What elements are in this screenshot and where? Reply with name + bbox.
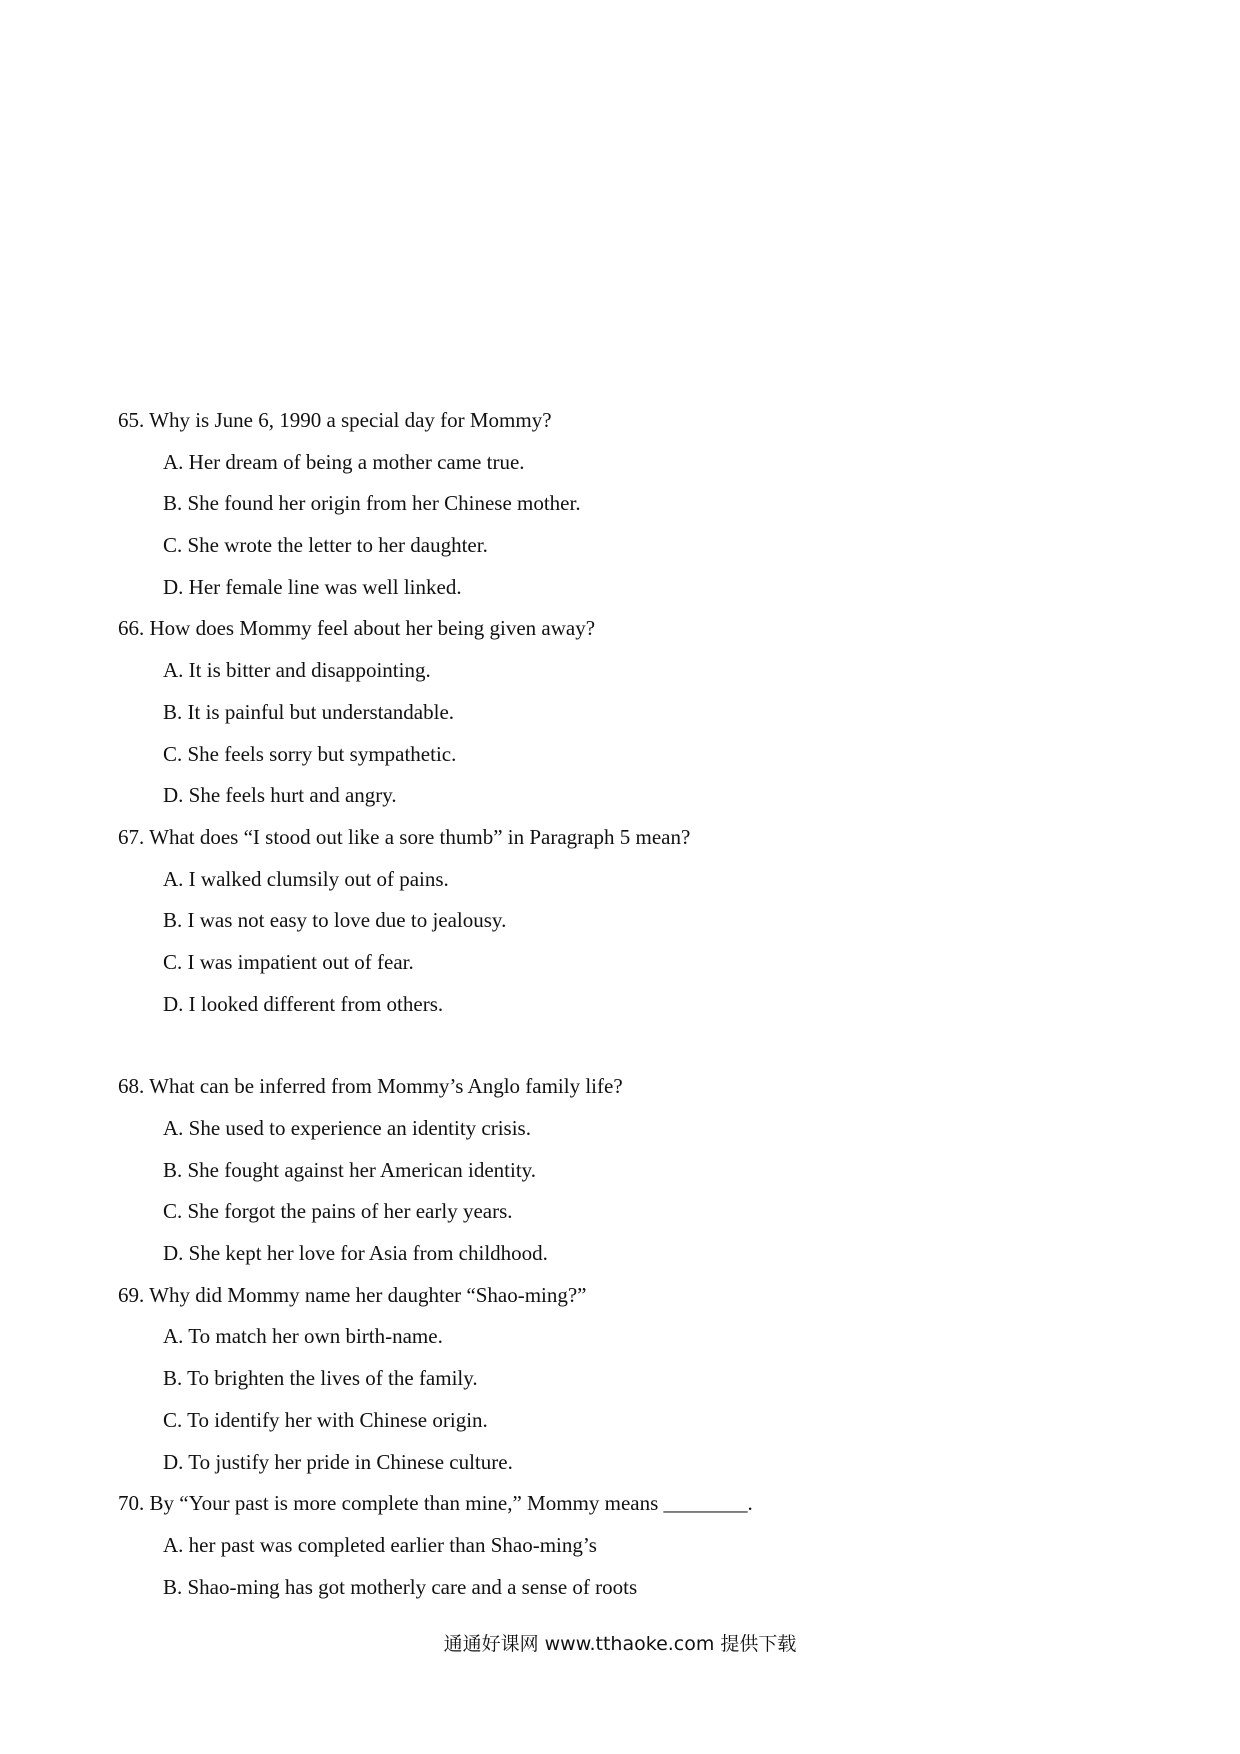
- option-a: A. Her dream of being a mother came true.: [163, 449, 525, 474]
- question-list: [118, 400, 1118, 1608]
- option-c: C. To identify her with Chinese origin.: [163, 1407, 488, 1432]
- option-a: A. her past was completed earlier than Shao-ming’s: [163, 1532, 597, 1557]
- question-68: [118, 1066, 1118, 1274]
- question-65: [118, 400, 1118, 608]
- question-66: [118, 608, 1118, 816]
- option-c: C. She forgot the pains of her early years.: [163, 1199, 513, 1224]
- option-b: B. To brighten the lives of the family.: [163, 1366, 478, 1391]
- option-c: C. She wrote the letter to her daughter.: [163, 533, 488, 558]
- question-stem: 70. By “Your past is more complete than mine,” Mommy means ________.: [118, 1491, 753, 1516]
- option-a: A. She used to experience an identity crisis.: [163, 1116, 531, 1140]
- option-b: B. It is painful but understandable.: [163, 699, 455, 724]
- option-d: D. She feels hurt and angry.: [163, 783, 397, 808]
- question-stem: 69. Why did Mommy name her daughter “Shao-ming?”: [118, 1282, 587, 1307]
- option-d: D. To justify her pride in Chinese culture.: [163, 1449, 513, 1474]
- option-b: B. I was not easy to love due to jealousy.: [163, 908, 507, 933]
- option-a: A. To match her own birth-name.: [163, 1324, 443, 1349]
- question-70: [118, 1483, 1118, 1608]
- question-69: [118, 1275, 1118, 1483]
- option-a: A. I walked clumsily out of pains.: [163, 866, 449, 891]
- option-b: B. She found her origin from her Chinese mother.: [163, 491, 581, 516]
- option-d: D. She kept her love for Asia from childhood.: [163, 1241, 548, 1266]
- option-a: A. It is bitter and disappointing.: [163, 658, 431, 683]
- option-d: D. I looked different from others.: [163, 991, 444, 1016]
- option-c: C. I was impatient out of fear.: [163, 949, 414, 974]
- option-b: B. Shao-ming has got motherly care and a sense of roots: [163, 1574, 638, 1599]
- question-stem: 67. What does “I stood out like a sore thumb” in Paragraph 5 mean?: [118, 824, 691, 849]
- question-stem: 65. Why is June 6, 1990 a special day for Mommy?: [118, 408, 552, 432]
- option-b: B. She fought against her American identity.: [163, 1157, 537, 1182]
- option-d: D. Her female line was well linked.: [163, 574, 462, 599]
- page-footer: 通通好课网 www.tthaoke.com 提供下载: [443, 1633, 797, 1655]
- question-67: [118, 817, 1118, 1025]
- question-stem: 68. What can be inferred from Mommy’s Anglo family life?: [118, 1074, 623, 1099]
- option-c: C. She feels sorry but sympathetic.: [163, 741, 457, 766]
- question-stem: 66. How does Mommy feel about her being given away?: [118, 616, 596, 641]
